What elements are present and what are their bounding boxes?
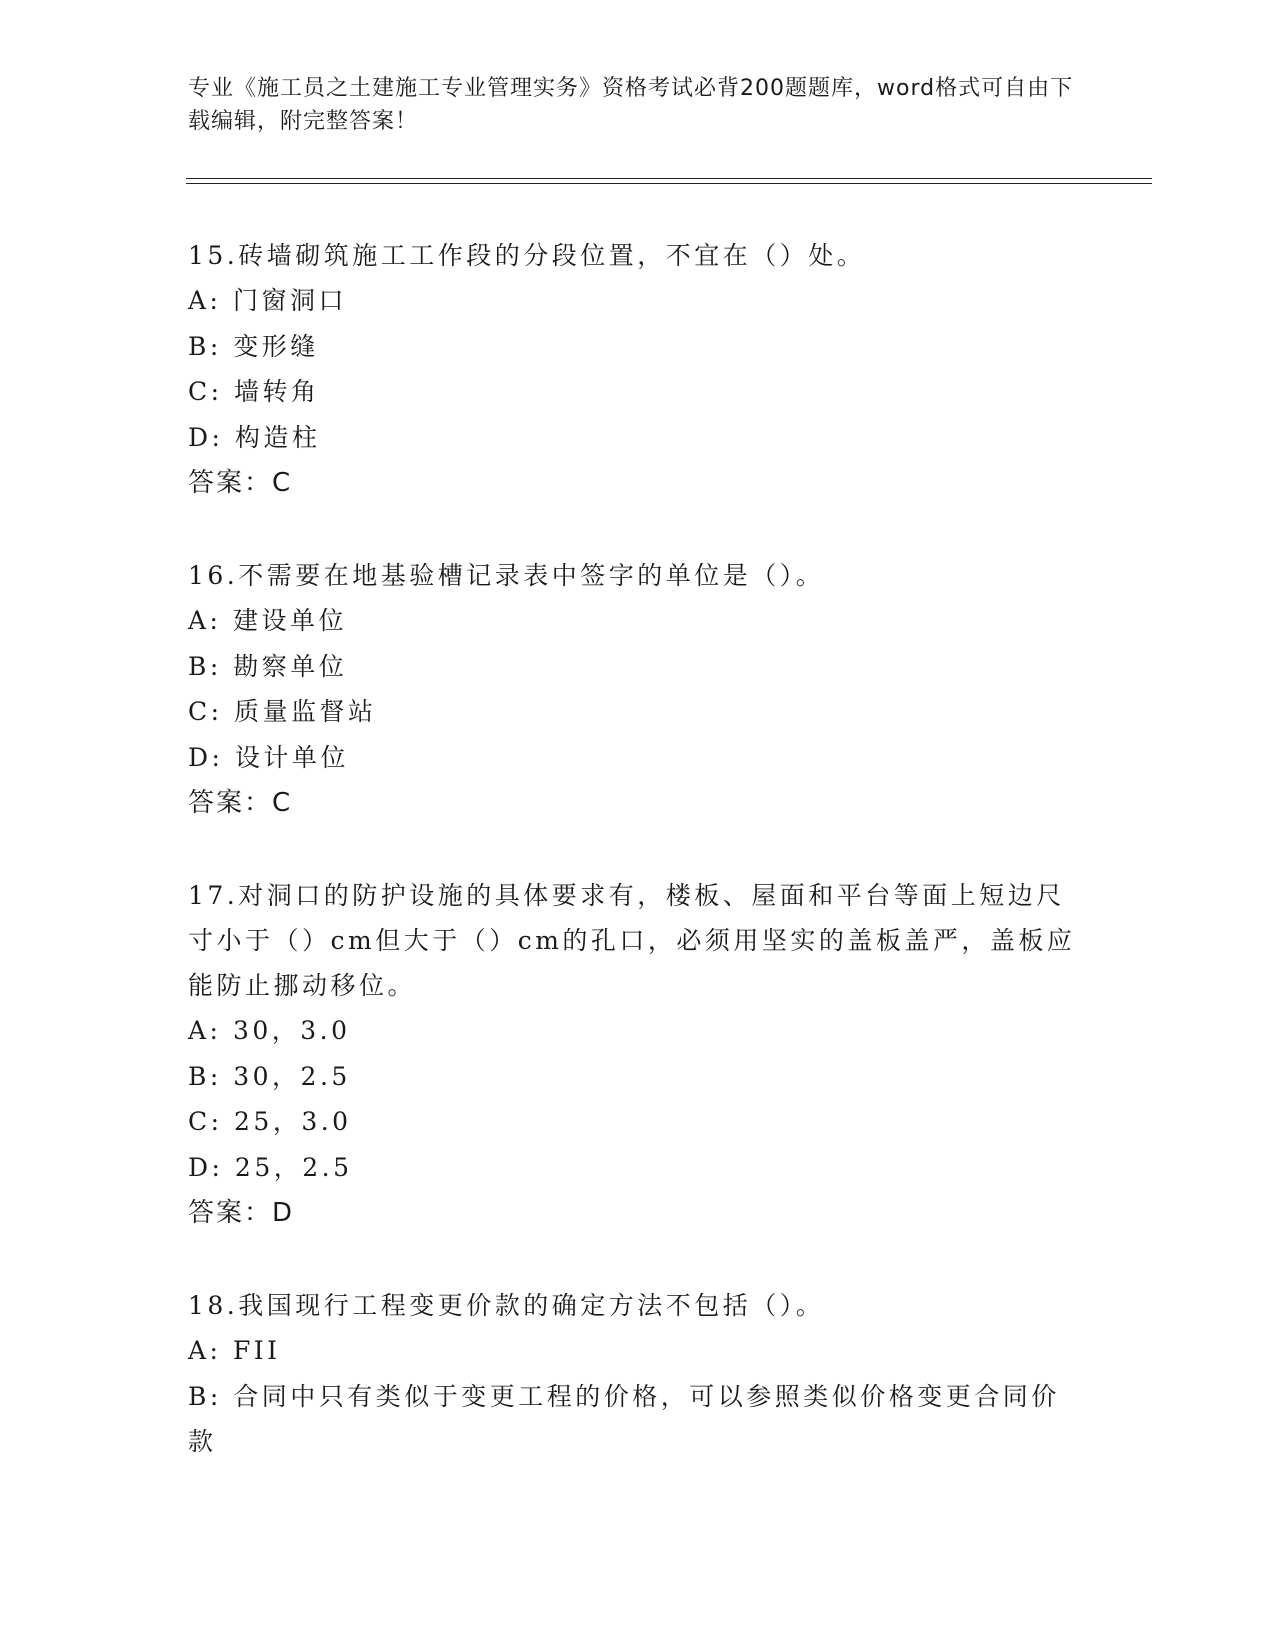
option-a [188, 598, 1088, 644]
option-text: 质量监督站 [234, 697, 377, 726]
option-letter: B: [188, 651, 222, 681]
option-text: 变形缝 [233, 331, 319, 361]
option-letter: B: [188, 1061, 222, 1091]
option-letter: D: [188, 422, 224, 452]
option-text: 墙转角 [234, 377, 320, 406]
option-letter: C: [188, 697, 223, 726]
option-a [188, 278, 1088, 324]
option-b [188, 644, 1088, 690]
question-16 [188, 553, 1088, 826]
option-letter: B: [188, 1381, 222, 1411]
option-letter: A: [188, 1016, 222, 1045]
document-header [188, 72, 1088, 138]
option-letter: D: [188, 742, 224, 772]
option-letter: A: [188, 606, 222, 635]
option-letter: C: [188, 377, 223, 406]
option-text: 25，3.0 [234, 1107, 352, 1136]
option-letter: D: [188, 1152, 224, 1182]
option-letter: C: [188, 1107, 223, 1136]
option-d [188, 1145, 1088, 1191]
option-b [188, 1054, 1088, 1100]
option-text: 合同中只有类似于变更工程的价格，可以参照类似价格变更合同价款 [188, 1381, 1060, 1456]
option-text: 30，2.5 [233, 1061, 351, 1091]
option-c [188, 689, 1088, 735]
option-text: 构造柱 [234, 422, 321, 452]
header-text: 专业《施工员之土建施工专业管理实务》资格考试必背200题题库，word格式可自由下载编辑，附完整答案！ [188, 76, 1074, 134]
option-c [188, 369, 1088, 415]
option-a [188, 1008, 1088, 1054]
header-divider-top [186, 178, 1152, 179]
question-text: 15.砖墙砌筑施工工作段的分段位置，不宜在（）处。 [188, 241, 866, 270]
option-letter: A: [188, 286, 222, 315]
answer-label: 答案：C [188, 788, 293, 818]
answer-label: 答案：D [188, 1198, 295, 1228]
header-divider-bottom [186, 183, 1152, 184]
option-letter: A: [188, 1336, 222, 1365]
question-17 [188, 873, 1088, 1236]
answer-label: 答案：C [188, 468, 293, 498]
question-text: 17.对洞口的防护设施的具体要求有，楼板、屋面和平台等面上短边尺寸小于（）cm但大于（）cm的孔口，必须用坚实的盖板盖严，盖板应能防止挪动移位。 [188, 881, 1076, 1000]
option-text: 建设单位 [232, 606, 347, 635]
question-18 [188, 1283, 1088, 1465]
option-letter: B: [188, 331, 222, 361]
question-text: 18.我国现行工程变更价款的确定方法不包括（）。 [188, 1291, 825, 1320]
option-b [188, 1374, 1088, 1465]
option-text: 设计单位 [234, 742, 349, 772]
option-d [188, 415, 1088, 461]
option-text: 勘察单位 [233, 651, 348, 681]
option-d [188, 735, 1088, 781]
option-a [188, 1328, 1088, 1374]
option-text: 25，2.5 [234, 1152, 353, 1182]
option-text: FII [232, 1336, 281, 1365]
option-c [188, 1099, 1088, 1145]
option-b [188, 324, 1088, 370]
question-15 [188, 233, 1088, 506]
option-text: 门窗洞口 [232, 286, 347, 315]
question-text: 16.不需要在地基验槽记录表中签字的单位是（）。 [188, 561, 825, 590]
option-text: 30，3.0 [232, 1016, 351, 1045]
